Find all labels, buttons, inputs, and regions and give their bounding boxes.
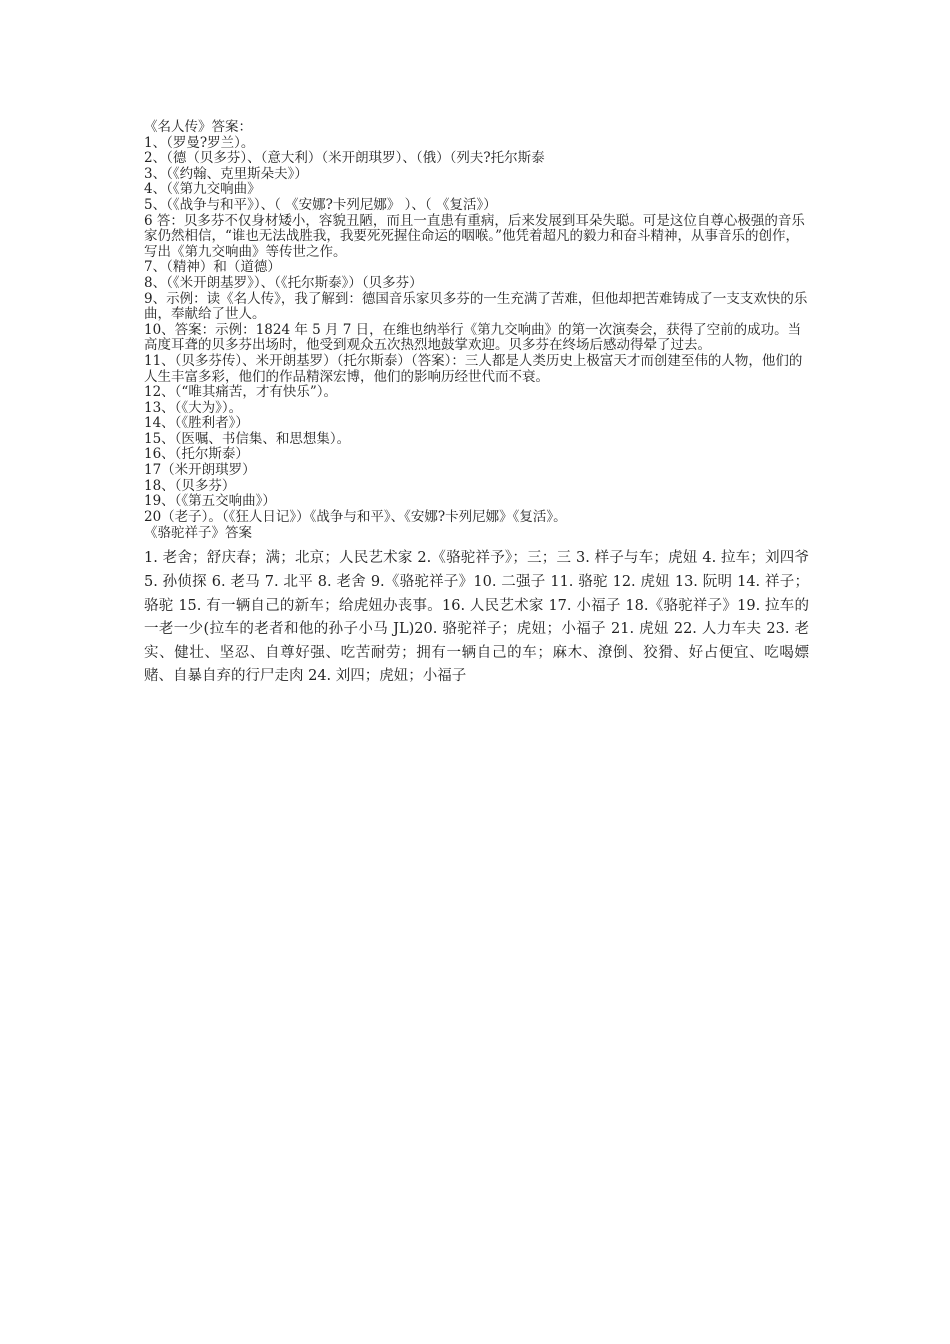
document-page (144, 120, 809, 689)
answer-line-8: 8、（《米开朗基罗》）、（《托尔斯泰》）（贝多芬） (144, 274, 423, 291)
answer-line-3: 3、（《约翰、克里斯朵夫》） (144, 165, 308, 182)
answer-line-9: 9、示例：读《名人传》，我了解到：德国音乐家贝多芬的一生充满了苦难，但他却把苦难铸成了一支支欢快的乐曲，奉献给了世人。 (144, 290, 808, 323)
answer-line-5: 5、（《战争与和平》）、（ 《安娜?卡列尼娜》 ）、（ 《复活》） (144, 196, 497, 213)
answer-line-7: 7、（精神）和（道德） (144, 259, 281, 276)
answer-line-10: 10、答案：示例：1824 年 5 月 7 日，在维也纳举行《第九交响曲》的第一次演奏会，获得了空前的成功。当高度耳聋的贝多芬出场时，他受到观众五次热烈地鼓掌欢迎。贝多芬在终场后感动得晕了过去。 (144, 321, 802, 354)
answer-line-14: 14、（《胜利者》） (144, 415, 249, 432)
answer-line-1: 1、（罗曼?罗兰）。 (144, 134, 255, 151)
section-title-mingrenzhuan: 《名人传》答案： (144, 119, 252, 135)
section-title-luotuoxiangzi: 《骆驼祥子》答案 (144, 525, 252, 542)
answer-line-20: 20（老子）。（《狂人日记》）《战争与和平》、《安娜?卡列尼娜》《复活》。 (144, 508, 567, 525)
answer-line-12: 12、（“唯其痛苦，才有快乐”）。 (144, 384, 337, 401)
answer-line-16: 16、（托尔斯泰） (144, 446, 249, 463)
luotuoxiangzi-answers: 1. 老舍；舒庆春；满；北京；人民艺术家 2.《骆驼祥予》；三；三 3. 样子与车；虎妞 4. 拉车；刘四爷 5. 孙侦探 6. 老马 7. 北平 8. 老舍 9.《骆驼祥子》10. 二强子 11. 骆驼 12. 虎妞 13. 阮明 14. 祥子；骆驼 15. 有一辆自己的新车；给虎妞办丧事。16. 人民艺术家 17. 小福子 18.《骆驼祥子》19. 拉车的一老一少(拉车的老者和他的孙子小马 JL)20. 骆驼祥子；虎妞；小福子 21. 虎妞 22. 人力车夫 23. 老实、健壮、坚忍、自尊好强、吃苦耐劳；拥有一辆自己的车；麻木、潦倒、狡猾、好占便宜、吃喝嫖赌、自暴自弃的行尸走肉 24. 刘四；虎妞；小福子 (144, 550, 809, 685)
answer-line-11: 11、（贝多芬传）、米开朗基罗）（托尔斯泰）（答案）：三人都是人类历史上极富天才而创建至伟的人物，他们的人生丰富多彩，他们的作品精深宏博，他们的影响历经世代而不衰。 (144, 352, 803, 385)
answer-line-4: 4、（《第九交响曲》 (144, 181, 261, 198)
answer-line-17: 17（米开朗琪罗） (144, 462, 256, 479)
answer-line-6: 6 答：贝多芬不仅身材矮小，容貌丑陋，而且一直患有重病，后来发展到耳朵失聪。可是这位自尊心极强的音乐家仍然相信，“谁也无法战胜我，我要死死握住命运的咽喉。”他凭着超凡的毅力和奋斗精神，从事音乐的创作，写出《第九交响曲》等传世之作。 (144, 212, 805, 260)
answer-line-2: 2、（德（贝多芬）、（意大利）（米开朗琪罗）、（俄）（列夫?托尔斯泰 (144, 150, 545, 167)
answer-line-15: 15、（医嘱、书信集、和思想集）。 (144, 430, 351, 447)
mingrenzhuan-answers (144, 120, 809, 525)
answer-line-18: 18、（贝多芬） (144, 477, 236, 494)
answer-line-13: 13、（《大为》）。 (144, 399, 243, 416)
answer-line-19: 19、（《第五交响曲》） (144, 493, 276, 510)
